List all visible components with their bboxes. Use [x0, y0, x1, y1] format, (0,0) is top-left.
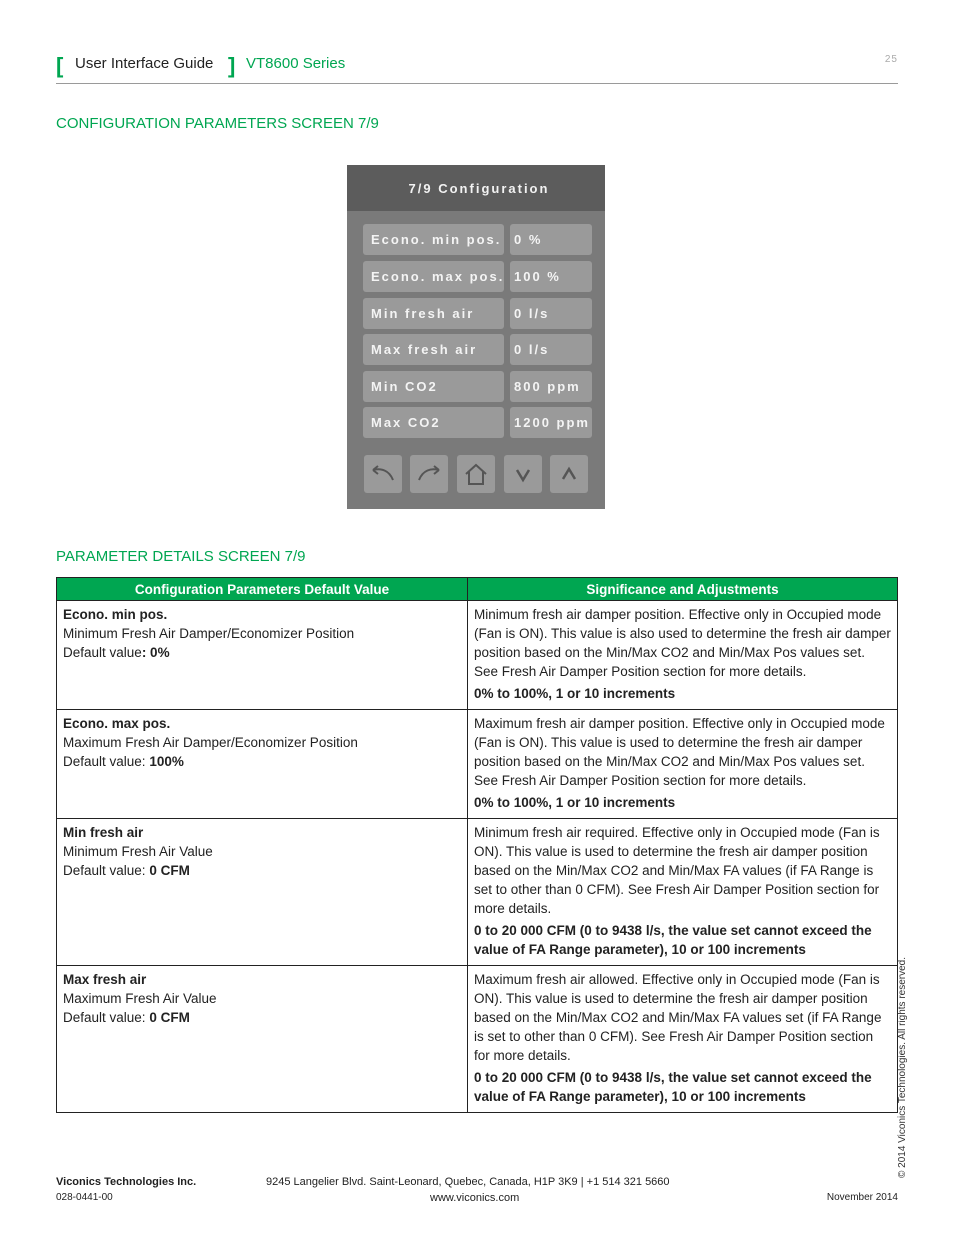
forward-icon [415, 460, 443, 488]
field-label[interactable]: Econo. min pos. [363, 224, 504, 255]
down-button[interactable] [504, 455, 542, 493]
field-label[interactable]: Max CO2 [363, 407, 504, 438]
parameter-range: 0 to 20 000 CFM (0 to 9438 l/s, the value set cannot exceed the value of FA Range parameter), 10 or 100 increments [474, 1070, 872, 1104]
table-row [57, 819, 898, 966]
table-header-row [57, 578, 898, 601]
field-value[interactable]: 0 % [510, 224, 592, 255]
parameter-range: 0 to 20 000 CFM (0 to 9438 l/s, the value set cannot exceed the value of FA Range parameter), 10 or 100 increments [474, 923, 872, 957]
default-value: 0 CFM [149, 1010, 190, 1025]
table-row [57, 601, 898, 710]
default-value: 100% [149, 754, 184, 769]
column-header-parameters: Configuration Parameters Default Value [57, 578, 468, 601]
field-value[interactable]: 800 ppm [510, 371, 592, 402]
default-value-line [63, 861, 461, 880]
parameter-name: Econo. max pos. [63, 716, 171, 731]
page-header [56, 50, 898, 84]
guide-title: User Interface Guide [75, 55, 214, 72]
footer-address: 9245 Langelier Blvd. Saint-Leonard, Quebec, Canada, H1P 3K9 | +1 514 321 5660 [266, 1176, 670, 1188]
default-value-line [63, 643, 461, 662]
back-button[interactable] [364, 455, 402, 493]
field-value[interactable]: 100 % [510, 261, 592, 292]
field-label[interactable]: Econo. max pos. [363, 261, 504, 292]
parameter-cell [57, 966, 468, 1113]
page-number: 25 [884, 54, 898, 65]
significance-cell [468, 966, 898, 1113]
bracket-open: [ [56, 53, 64, 78]
default-value-line [63, 752, 461, 771]
section-title-parameter-details: PARAMETER DETAILS SCREEN 7/9 [56, 548, 306, 565]
footer-website-link[interactable]: www.viconics.com [430, 1192, 520, 1204]
parameter-subtitle: Maximum Fresh Air Value [63, 991, 217, 1006]
forward-button[interactable] [410, 455, 448, 493]
default-label: Default value: [63, 754, 150, 769]
up-button[interactable] [550, 455, 588, 493]
home-icon [462, 460, 490, 488]
significance-cell [468, 819, 898, 966]
field-label[interactable]: Min fresh air [363, 298, 504, 329]
copyright-notice: © 2014 Viconics Technologies. All rights reserved. [897, 956, 908, 1178]
default-label: Default value: [63, 863, 150, 878]
device-screen [347, 165, 605, 509]
column-header-significance: Significance and Adjustments [468, 578, 898, 601]
table-row [57, 966, 898, 1113]
field-value[interactable]: 0 l/s [510, 334, 592, 365]
section-title-config-screen: CONFIGURATION PARAMETERS SCREEN 7/9 [56, 115, 379, 132]
significance-cell [468, 601, 898, 710]
default-value: : 0% [141, 645, 170, 660]
significance-cell [468, 710, 898, 819]
home-button[interactable] [457, 455, 495, 493]
parameter-subtitle: Minimum Fresh Air Value [63, 844, 213, 859]
parameter-description: Minimum fresh air required. Effective only in Occupied mode (Fan is ON). This value is used to determine the fresh air damper position based on the Min/Max CO2 and Min/Max FA values (if FA Range is set to other than 0 CFM). See Fresh Air Damper Position section for more details. [474, 825, 880, 916]
default-value: 0 CFM [149, 863, 190, 878]
table-row [57, 710, 898, 819]
parameter-description: Maximum fresh air damper position. Effective only in Occupied mode (Fan is ON). This value is used to determine the fresh air damper position based on the Min/Max CO2 and Min/Max Pos values set. See Fresh Air Damper Position section for more details. [474, 716, 885, 788]
footer-date: November 2014 [826, 1192, 898, 1203]
parameter-cell [57, 819, 468, 966]
bracket-close: ] [228, 53, 236, 78]
parameter-name: Min fresh air [63, 825, 144, 840]
default-label: Default value: [63, 1010, 150, 1025]
field-value[interactable]: 1200 ppm [510, 407, 592, 438]
field-label[interactable]: Min CO2 [363, 371, 504, 402]
default-label: Default value [63, 645, 142, 660]
back-icon [369, 460, 397, 488]
parameter-range: 0% to 100%, 1 or 10 increments [474, 686, 676, 701]
default-value-line [63, 1008, 461, 1027]
parameter-subtitle: Minimum Fresh Air Damper/Economizer Position [63, 626, 355, 641]
parameter-subtitle: Maximum Fresh Air Damper/Economizer Position [63, 735, 358, 750]
parameter-description: Maximum fresh air allowed. Effective only in Occupied mode (Fan is ON). This value is used to determine the fresh air damper position based on the Min/Max CO2 and Min/Max FA values set (if FA Range is set to other than 0 CFM). See Fresh Air Damper Position section for more details. [474, 972, 882, 1063]
field-label[interactable]: Max fresh air [363, 334, 504, 365]
series-title: VT8600 Series [246, 55, 346, 72]
parameter-name: Econo. min pos. [63, 607, 168, 622]
field-value[interactable]: 0 l/s [510, 298, 592, 329]
parameter-name: Max fresh air [63, 972, 147, 987]
parameter-cell [57, 601, 468, 710]
parameter-description: Minimum fresh air damper position. Effective only in Occupied mode (Fan is ON). This value is also used to determine the fresh air damper position based on the Min/Max CO2 and Min/Max Pos values set. See Fresh Air Damper Position section for more details. [474, 607, 891, 679]
chevron-down-icon [509, 460, 537, 488]
footer-doc-number: 028-0441-00 [56, 1192, 113, 1203]
screen-title: 7/9 Configuration [347, 165, 605, 211]
parameter-details-table [56, 577, 898, 1113]
footer-company: Viconics Technologies Inc. [56, 1176, 197, 1188]
parameter-cell [57, 710, 468, 819]
parameter-range: 0% to 100%, 1 or 10 increments [474, 795, 676, 810]
chevron-up-icon [555, 460, 583, 488]
